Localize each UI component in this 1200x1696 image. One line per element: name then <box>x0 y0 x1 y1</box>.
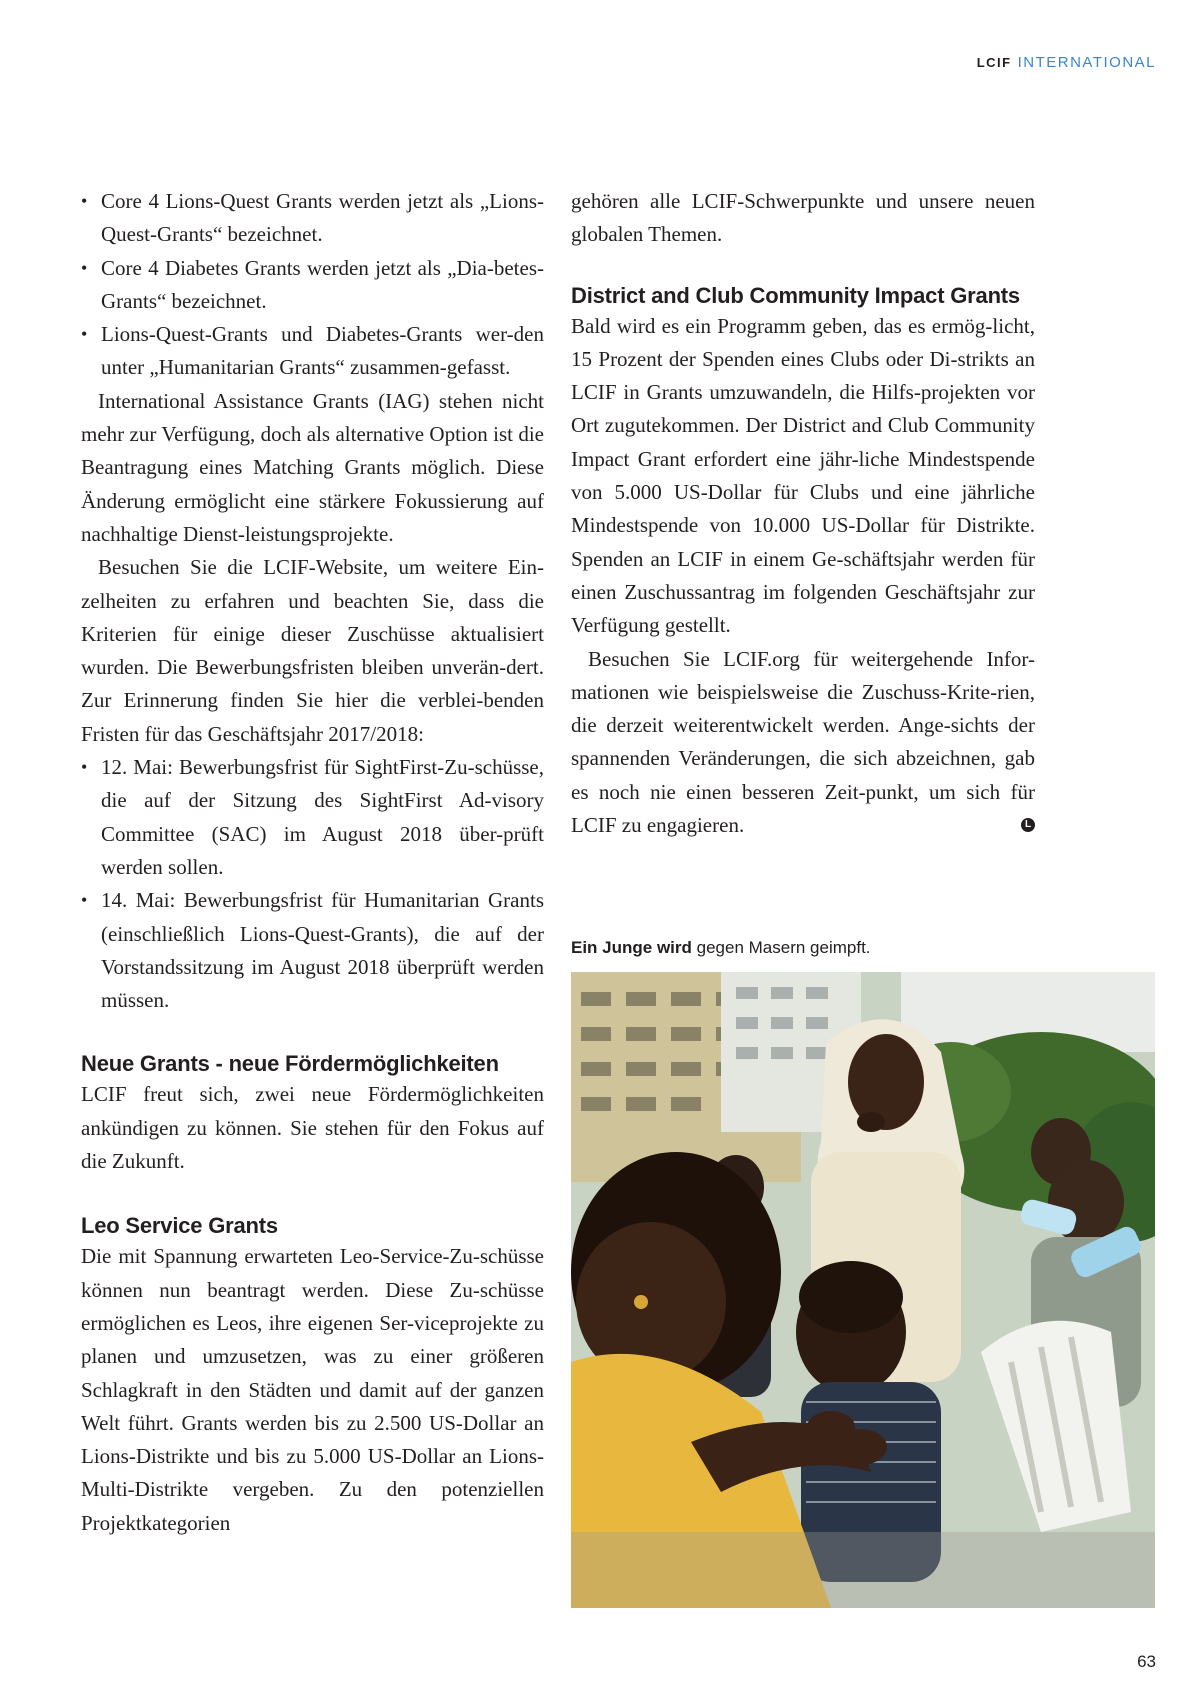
name-change-list <box>81 185 544 385</box>
list-item: • Core 4 Diabetes Grants werden jetzt als „Dia-betes-Grants“ bezeichnet. <box>81 252 544 319</box>
paragraph-district-club-grants: Bald wird es ein Programm geben, das es ermög-licht, 15 Prozent der Spenden eines Clubs oder Di-strikts an LCIF in Grants umzuwandeln, die Hilfs-projekten vor Ort zugutekommen. Der District and Club Community Impact Grant erfordert eine jähr-liche Mindestspende von 5.000 US-Dollar für Clubs und eine jährliche Mindestspende von 10.000 US-Dollar für Distrikte. Spenden an LCIF in einem Ge-schäftsjahr werden für einen Zuschussantrag im folgenden Geschäftsjahr zur Verfügung gestellt. <box>571 313 1035 638</box>
photo-caption <box>571 938 871 958</box>
list-item: • 12. Mai: Bewerbungsfrist für SightFirst-Zu-schüsse, die auf der Sitzung des SightFirst Ad-visory Committee (SAC) im August 2018 über-prüft werden sollen. <box>81 751 544 884</box>
list-item: • 14. Mai: Bewerbungsfrist für Humanitarian Grants (einschließlich Lions-Quest-Grants), die auf der Vorstandssitzung im August 2018 überprüft werden müssen. <box>81 884 544 1017</box>
paragraph-visit-lcif-org <box>571 643 1035 843</box>
paragraph-iag: International Assistance Grants (IAG) stehen nicht mehr zur Verfügung, doch als alternative Option ist die Beantragung eines Matching Grants möglich. Diese Änderung ermöglicht eine stärkere Fokussierung auf nachhaltige Dienst-leistungsprojekte. <box>81 388 544 546</box>
page-number: 63 <box>1137 1652 1156 1671</box>
left-column <box>81 185 544 1540</box>
paragraph-continuation: gehören alle LCIF-Schwerpunkte und unsere neuen globalen Themen. <box>571 189 1035 247</box>
header-section: INTERNATIONAL <box>1017 54 1156 71</box>
heading-new-grants: Neue Grants - neue Fördermöglichkeiten <box>81 1051 499 1077</box>
lions-end-mark-icon: L <box>1021 818 1035 832</box>
heading-district-club-grants: District and Club Community Impact Grants <box>571 282 1020 308</box>
running-header <box>977 54 1156 71</box>
paragraph-visit-website: Besuchen Sie die LCIF-Website, um weitere Ein-zelheiten zu erfahren und beachten Sie, dass die Kriterien für einige dieser Zuschüsse aktualisiert wurden. Die Bewerbungsfristen bleiben unverän-dert. Zur Erinnerung finden Sie hier die verblei-benden Fristen für das Geschäftsjahr 2017/2018: <box>81 555 544 746</box>
paragraph-leo-service-grants: Die mit Spannung erwarteten Leo-Service-Zu-schüsse können nun beantragt werden. Diese Zu-schüsse ermöglichen es Leos, ihre eigenen Ser-viceprojekte zu planen und umzusetzen, was zu einer größeren Schlagkraft in den Städten und damit auf der ganzen Welt führt. Grants werden bis zu 2.500 US-Dollar an Lions-Distrikte und bis zu 5.000 US-Dollar an Lions-Multi-Distrikte vergeben. Zu den potenziellen Projektkategorien <box>81 1244 544 1535</box>
heading-leo-service-grants: Leo Service Grants <box>81 1213 278 1239</box>
paragraph-new-grants: LCIF freut sich, zwei neue Fördermöglichkeiten ankündigen zu können. Sie stehen für den Fokus auf die Zukunft. <box>81 1082 544 1174</box>
photo-vaccination-icon <box>571 972 1155 1608</box>
caption-regular: gegen Masern geimpft. <box>696 938 871 957</box>
list-item: • Core 4 Lions-Quest Grants werden jetzt als „Lions-Quest-Grants“ bezeichnet. <box>81 185 544 252</box>
header-brand: LCIF <box>976 55 1012 70</box>
list-item: • Lions-Quest-Grants und Diabetes-Grants wer-den unter „Humanitarian Grants“ zusammen-gefasst. <box>81 318 544 385</box>
deadline-list <box>81 751 544 1017</box>
paragraph-visit-lcif-org-text: Besuchen Sie LCIF.org für weitergehende Infor-mationen wie beispielsweise die Zuschuss-Krite-rien, die derzeit weiterentwickelt werden. Ange-sichts der spannenden Veränderungen, die sich abzeichnen, gab es noch nie einen besseren Zeit-punkt, um sich für LCIF zu engagieren. <box>571 646 1035 838</box>
caption-bold: Ein Junge wird <box>571 938 692 957</box>
right-column <box>571 185 1035 842</box>
